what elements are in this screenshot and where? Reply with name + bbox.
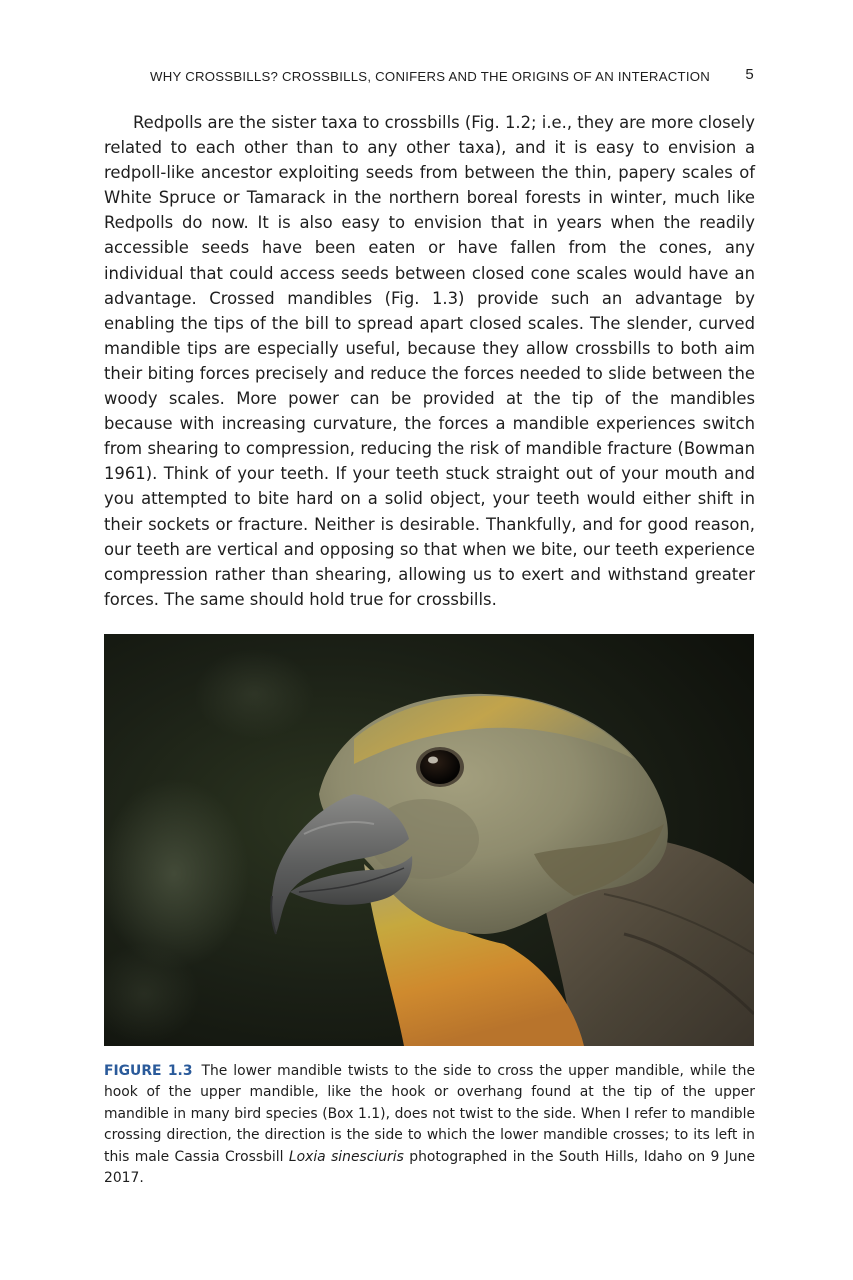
- body-paragraph: Redpolls are the sister taxa to crossbills (Fig. 1.2; i.e., they are more closely related to each other than to any other taxa), and it is easy to envision a redpoll-like ancestor exploiting seeds from between the thin, papery scales of White Spruce or Tamarack in the northern boreal forests in winter, much like Redpolls do now. It is also easy to envision that in years when the readily accessible seeds have been eaten or have fallen from the cones, any individual that could access seeds between closed cone scales would have an advantage. Crossed mandibles (Fig. 1.3) provide such an advantage by enabling the tips of the bill to spread apart closed scales. The slender, curved mandible tips are especially useful, because they allow crossbills to both aim their biting forces precisely and reduce the forces needed to slide between the woody scales. More power can be provided at the tip of the mandibles because with increasing curvature, the forces a mandible experiences switch from shearing to compression, reducing the risk of mandible fracture (Bowman 1961). Think of your teeth. If your teeth stuck straight out of your mouth and you attempted to bite hard on a solid object, your teeth would either shift in their sockets or fracture. Neither is desirable. Thankfully, and for good reason, our teeth are vertical and opposing so that when we bite, our teeth experience compression rather than shearing, allowing us to exert and withstand greater forces. The same should hold true for crossbills.: [104, 113, 755, 609]
- caption-text: The lower mandible twists to the side to cross the upper mandible, while the hook of the upper mandible, like the hook or overhang found at the tip of the upper mandible in many bird species (Box 1.1), does not twist to the side. When I refer to mandible crossing direction, the direction is the side to which the lower mandible crosses; to its left in this male Cassia Crossbill: [104, 1063, 755, 1165]
- crossbill-photo: [104, 634, 754, 1046]
- figure-label: FIGURE 1.3: [104, 1063, 193, 1079]
- caption-species-name: Loxia sinesciuris: [288, 1148, 404, 1165]
- running-head-title: WHY CROSSBILLS? CROSSBILLS, CONIFERS AND THE ORIGINS OF AN INTERACTION: [150, 69, 711, 84]
- caption-text-end: photographed in the South Hills, Idaho on 9 June 2017.: [104, 1148, 755, 1187]
- figure-caption: [104, 1061, 755, 1189]
- running-head: [150, 64, 754, 88]
- page-number: 5: [745, 66, 754, 83]
